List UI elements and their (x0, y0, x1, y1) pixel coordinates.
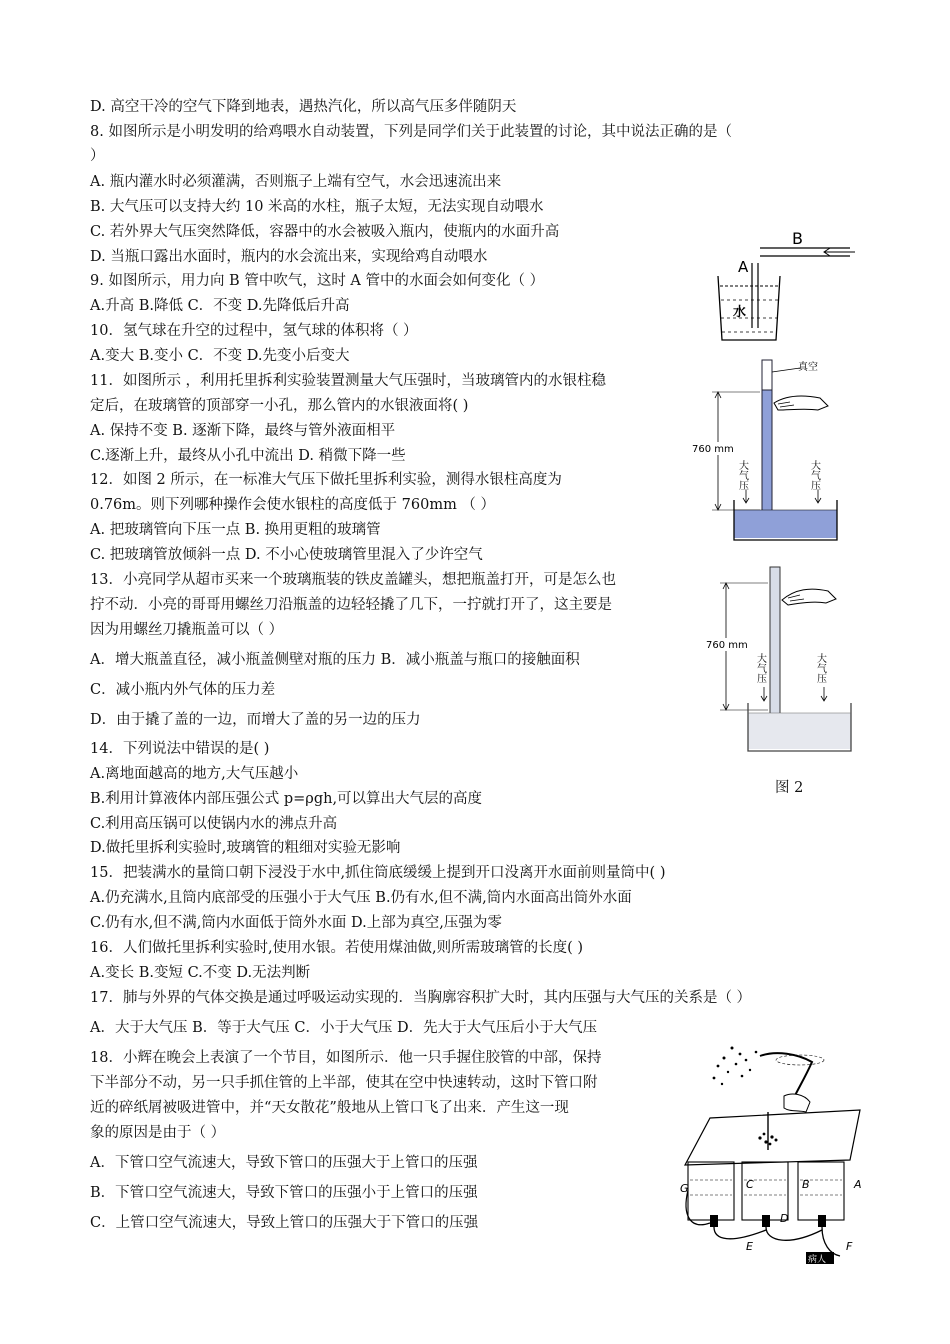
fig-tube-label-g: G (680, 1182, 689, 1195)
question-18: 18．小辉在晚会上表演了一个节目，如图所示．他一只手握住胶管的中部，保持 (90, 1050, 602, 1066)
option-line: D. 高空干冷的空气下降到地表，遇热汽化，所以高气压多伴随阴天 (90, 99, 517, 115)
q14-option-b: B.利用计算液体内部压强公式 p=ρgh,可以算出大气层的高度 (90, 791, 483, 807)
q14-option-d: D.做托里拆利实验时,玻璃管的粗细对实验无影响 (90, 840, 401, 856)
fig-label-a: A (738, 258, 749, 276)
question-15: 15．把装满水的量筒口朝下浸没于水中,抓住筒底缓缓上提到开口没离开水面前则量筒中( ) (90, 865, 666, 881)
question-9: 9. 如图所示，用力向 B 管中吹气，这时 A 管中的水面会如何变化（ ） (90, 273, 545, 289)
q11-options-cd: C.逐渐上升，最终从小孔中流出 D. 稍微下降一些 (90, 448, 406, 464)
question-18-cont3: 象的原因是由于（ ） (90, 1125, 226, 1141)
q15-options-ab: A.仍充满水,且筒内底部受的压强小于大气压 B.仍有水,但不满,筒内水面高出筒外水面 (90, 890, 632, 906)
fig-tube-label-c: C (746, 1178, 754, 1191)
q18-option-b: B．下管口空气流速大，导致下管口的压强小于上管口的压强 (90, 1185, 478, 1201)
fig-tube-label-b: B (802, 1178, 810, 1191)
figure-torricelli-1 (690, 358, 850, 558)
fig-label-water: 水 (733, 305, 747, 320)
question-8: 8. 如图所示是小明发明的给鸡喂水自动装置，下列是同学们关于此装置的讨论，其中说法正确的是（ (90, 124, 732, 140)
fig2-atm-left: 大气压 (754, 653, 766, 683)
question-8-paren: ） (90, 148, 105, 164)
q16-options: A.变长 B.变短 C.不变 D.无法判断 (90, 965, 311, 981)
q13-option-c: C．减小瓶内外气体的压力差 (90, 682, 276, 698)
q13-options-ab: A．增大瓶盖直径，减小瓶盖侧壁对瓶的压力 B．减小瓶盖与瓶口的接触面积 (90, 652, 580, 668)
fig2-height-label: 760 mm (706, 640, 748, 651)
q17-options: A．大于大气压 B．等于大气压 C．小于大气压 D．先大于大气压后小于大气压 (90, 1020, 598, 1036)
question-13: 13．小亮同学从超市买来一个玻璃瓶装的铁皮盖罐头，想把瓶盖打开，可是怎么也 (90, 572, 616, 588)
q18-option-c: C．上管口空气流速大，导致上管口的压强大于下管口的压强 (90, 1215, 479, 1231)
fig-label-b: B (792, 229, 803, 248)
q8-option-c: C. 若外界大气压突然降低，容器中的水会被吸入瓶内，使瓶内的水面升高 (90, 224, 560, 240)
question-14: 14．下列说法中错误的是( ) (90, 741, 270, 757)
q9-options: A.升高 B.降低 C．不变 D.先降低后升高 (90, 298, 350, 314)
fig-tube-label-e: E (746, 1240, 753, 1253)
figure-2-caption: 图 2 (775, 780, 804, 796)
question-18-cont: 下半部分不动，另一只手抓住管的上半部，使其在空中快速转动，这时下管口附 (90, 1075, 598, 1091)
question-11: 11．如图所示 ，利用托里拆利实验装置测量大气压强时，当玻璃管内的水银柱稳 (90, 373, 607, 389)
question-10: 10．氢气球在升空的过程中，氢气球的体积将（ ） (90, 323, 418, 339)
figure-tubes-containers (680, 1040, 870, 1280)
question-11-cont: 定后，在玻璃管的顶部穿一小孔，那么管内的水银液面将( ) (90, 398, 469, 414)
q10-options: A.变大 B.变小 C．不变 D.先变小后变大 (90, 348, 350, 364)
fig2-atm-right: 大气压 (814, 653, 826, 683)
q12-options-ab: A. 把玻璃管向下压一点 B. 换用更粗的玻璃管 (90, 522, 381, 538)
question-13-cont2: 因为用螺丝刀撬瓶盖可以（ ） (90, 622, 284, 638)
question-18-cont2: 近的碎纸屑被吸进管中，并“天女散花”般地从上管口飞了出来．产生这一现 (90, 1100, 569, 1116)
fig1-atm-left: 大气压 (736, 460, 748, 490)
question-16: 16．人们做托里拆利实验时,使用水银。若使用煤油做,则所需玻璃管的长度( ) (90, 940, 584, 956)
fig-tube-label-f: F (846, 1240, 853, 1253)
q8-option-b: B. 大气压可以支持大约 10 米高的水柱，瓶子太短，无法实现自动喂水 (90, 199, 544, 215)
fig-tube-label-d: D (780, 1212, 789, 1225)
fig1-vacuum-label: 真空 (798, 362, 818, 373)
q15-options-cd: C.仍有水,但不满,筒内水面低于筒外水面 D.上部为真空,压强为零 (90, 915, 502, 931)
question-17: 17．肺与外界的气体交换是通过呼吸运动实现的．当胸廓容积扩大时，其内压强与大气压的关系是（ ） (90, 990, 752, 1006)
q12-options-cd: C. 把玻璃管放倾斜一点 D. 不小心使玻璃管里混入了少许空气 (90, 547, 483, 563)
q14-option-c: C.利用高压锅可以使锅内水的沸点升高 (90, 816, 338, 832)
q14-option-a: A.离地面越高的地方,大气压越小 (90, 766, 299, 782)
fig-tube-label-a: A (854, 1178, 862, 1191)
q8-option-a: A. 瓶内灌水时必须灌满，否则瓶子上端有空气，水会迅速流出来 (90, 174, 502, 190)
figure-ab-tubes (700, 228, 860, 348)
question-12: 12．如图 2 所示，在一标准大气压下做托里拆利实验，测得水银柱高度为 (90, 472, 562, 488)
question-13-cont: 拧不动．小亮的哥哥用螺丝刀沿瓶盖的边轻轻撬了几下，一拧就打开了，这主要是 (90, 597, 612, 613)
q11-options-ab: A. 保持不变 B. 逐渐下降，最终与管外液面相平 (90, 423, 396, 439)
q13-option-d: D．由于撬了盖的一边，而增大了盖的另一边的压力 (90, 712, 421, 728)
q18-option-a: A．下管口空气流速大，导致下管口的压强大于上管口的压强 (90, 1155, 478, 1171)
figure-torricelli-2 (700, 565, 860, 765)
fig1-height-label: 760 mm (692, 444, 734, 455)
q8-option-d: D. 当瓶口露出水面时，瓶内的水会流出来，实现给鸡自动喂水 (90, 249, 488, 265)
question-12-cont: 0.76m。则下列哪种操作会使水银柱的高度低于 760mm （ ） (90, 497, 496, 513)
fig-tube-patient-tag: 病人 (808, 1255, 827, 1265)
fig1-atm-right: 大气压 (808, 460, 820, 490)
